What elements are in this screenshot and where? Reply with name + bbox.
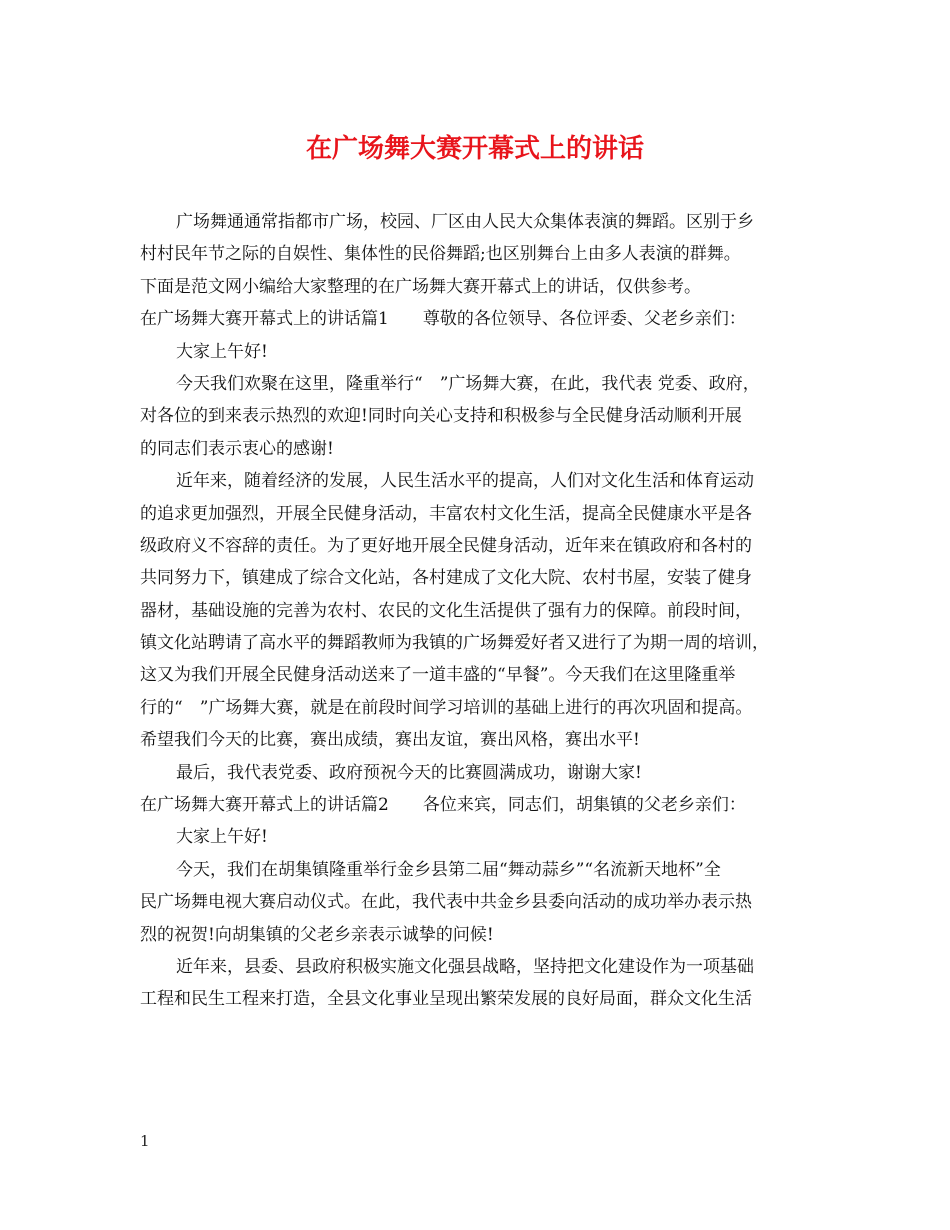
text-line: 大家上午好! [176, 341, 268, 362]
text-line: 的追求更加强烈，开展全民健身活动，丰富农村文化生活，提高全民健康水平是各 [140, 503, 752, 524]
text-line: 对各位的到来表示热烈的欢迎!同时向关心支持和积极参与全民健身活动顺利开展 [140, 406, 742, 427]
text-line: 在广场舞大赛开幕式上的讲话篇1 尊敬的各位领导、各位评委、父老乡亲们： [140, 309, 746, 330]
text-line: 器材，基础设施的完善为农村、农民的文化生活提供了强有力的保障。前段时间， [140, 600, 752, 621]
text-line: 下面是范文网小编给大家整理的在广场舞大赛开幕式上的讲话，仅供参考。 [140, 276, 701, 297]
text-line: 的同志们表示衷心的感谢! [140, 438, 334, 459]
document-title: 在广场舞大赛开幕式上的讲话 [305, 134, 644, 164]
text-line: 工程和民生工程来打造，全县文化事业呈现出繁荣发展的良好局面，群众文化生活 [140, 989, 752, 1010]
text-line: 大家上午好! [176, 827, 268, 848]
text-line: 共同努力下，镇建成了综合文化站，各村建成了文化大院、农村书屋，安装了健身 [140, 568, 752, 589]
text-line: 广场舞通通常指都市广场，校园、厂区由人民大众集体表演的舞蹈。区别于乡 [176, 212, 754, 232]
text-line: 行的“ ”广场舞大赛，就是在前段时间学习培训的基础上进行的再次巩固和提高。 [140, 697, 753, 718]
text-line: 近年来，县委、县政府积极实施文化强县战略，坚持把文化建设作为一项基础 [176, 956, 754, 977]
text-line: 今天，我们在胡集镇隆重举行金乡县第二届“舞动蒜乡”“名流新天地杯”全 [176, 859, 721, 880]
text-line: 在广场舞大赛开幕式上的讲话篇2 各位来宾，同志们，胡集镇的父老乡亲们： [140, 795, 746, 816]
text-line: 近年来，随着经济的发展，人民生活水平的提高，人们对文化生活和体育运动 [176, 471, 754, 492]
text-line: 今天我们欢聚在这里，隆重举行“ ”广场舞大赛，在此，我代表 党委、政府， [176, 373, 760, 394]
text-line: 村村民年节之际的自娱性、集体性的民俗舞蹈;也区别舞台上由多人表演的群舞。 [140, 244, 741, 265]
document-body [140, 206, 810, 1016]
text-line: 级政府义不容辞的责任。为了更好地开展全民健身活动，近年来在镇政府和各村的 [140, 535, 752, 556]
text-line: 这又为我们开展全民健身活动送来了一道丰盛的“早餐”。今天我们在这里隆重举 [140, 665, 736, 686]
text-line: 最后，我代表党委、政府预祝今天的比赛圆满成功，谢谢大家! [176, 762, 642, 783]
text-line: 烈的祝贺!向胡集镇的父老乡亲表示诚挚的问候! [140, 924, 494, 945]
page-number: 1 [140, 1132, 150, 1150]
text-line: 镇文化站聘请了高水平的舞蹈教师为我镇的广场舞爱好者又进行了为期一周的培训， [140, 633, 769, 654]
text-line: 希望我们今天的比赛，赛出成绩，赛出友谊，赛出风格，赛出水平! [140, 730, 640, 751]
text-line: 民广场舞电视大赛启动仪式。在此，我代表中共金乡县委向活动的成功举办表示热 [140, 892, 752, 913]
